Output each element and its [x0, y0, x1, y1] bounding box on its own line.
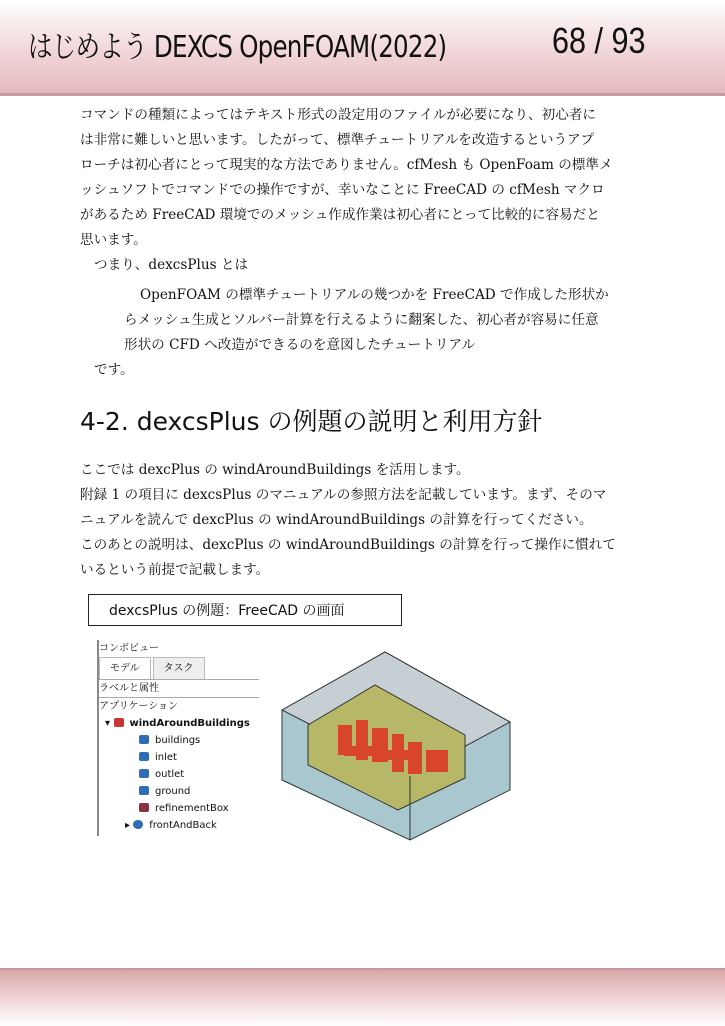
- tree-item[interactable]: [99, 749, 259, 766]
- tree-root[interactable]: [99, 715, 259, 732]
- panel-title: コンボビュー: [99, 643, 159, 654]
- page-footer: [0, 968, 725, 1026]
- part-icon: [139, 752, 149, 761]
- document-title: はじめよう DEXCS OpenFOAM(2022): [28, 30, 447, 65]
- part-icon: [139, 735, 149, 744]
- text-line: 附録 1 の項目に dexcsPlus のマニュアルの参照方法を記載しています。まず、そのマ: [80, 487, 607, 503]
- combo-view-panel: [97, 640, 259, 836]
- text-line: は非常に難しいと思います。したがって、標準チュートリアルを改造するというアプ: [80, 132, 595, 148]
- text-line: ローチは初心者にとって現実的な方法でありません。cfMesh も OpenFoam の標準メ: [80, 157, 613, 173]
- text-line: ここでは dexcPlus の windAroundBuildings を活用します。: [80, 462, 470, 478]
- section-heading: 4-2. dexcsPlus の例題の説明と利用方針: [80, 407, 543, 436]
- text-line: いるという前提で記載します。: [80, 562, 270, 578]
- text-line: です。: [94, 362, 134, 378]
- quote-line: 形状の CFD へ改造ができるのを意図したチュートリアル: [124, 337, 476, 353]
- text-line: このあとの説明は、dexcPlus の windAroundBuildings の計算を行って操作に慣れて: [80, 537, 616, 553]
- tree-item-label: frontAndBack: [149, 820, 217, 831]
- expand-arrow-icon[interactable]: ▾: [105, 718, 114, 729]
- text-line: ッシュソフトでコマンドでの操作ですが、幸いなことに FreeCAD の cfMesh マクロ: [80, 182, 605, 198]
- expand-arrow-icon[interactable]: ▸: [125, 820, 134, 831]
- refinement-icon: [139, 803, 149, 812]
- figure-caption: dexcsPlus の例題：FreeCAD の画面: [88, 594, 402, 626]
- page-header: [0, 0, 725, 96]
- tab-model[interactable]: モデル: [99, 657, 151, 679]
- part-icon: [139, 786, 149, 795]
- document-icon: [114, 718, 124, 727]
- tree-item-label: inlet: [155, 752, 177, 763]
- page-number: 68 / 93: [552, 20, 646, 61]
- tree-item[interactable]: [99, 800, 259, 817]
- part-icon: [139, 769, 149, 778]
- tree-item-label: refinementBox: [155, 803, 229, 814]
- body-text-2: [80, 458, 645, 583]
- 3d-view: [280, 650, 520, 845]
- tree-root-label: windAroundBuildings: [129, 718, 250, 729]
- text-line: 思います。: [80, 232, 147, 248]
- labels-header: ラベルと属性: [99, 680, 259, 698]
- tab-task[interactable]: タスク: [153, 657, 205, 679]
- quote-line: OpenFOAM の標準チュートリアルの幾つかを FreeCAD で作成した形状か: [140, 287, 609, 303]
- tree-item-label: buildings: [155, 735, 201, 746]
- text-line: つまり、dexcsPlus とは: [94, 257, 249, 273]
- tree-item[interactable]: [99, 766, 259, 783]
- quote-line: らメッシュ生成とソルバー計算を行えるように翻案した、初心者が容易に任意: [124, 312, 599, 328]
- body-text: [80, 103, 645, 383]
- text-line: があるため FreeCAD 環境でのメッシュ作成作業は初心者にとって比較的に容易だと: [80, 207, 600, 223]
- tree-item[interactable]: [99, 783, 259, 800]
- application-label: アプリケーション: [99, 701, 178, 712]
- tree-item[interactable]: [99, 817, 259, 834]
- cylinder-icon: [133, 820, 143, 829]
- tree-item[interactable]: [99, 732, 259, 749]
- tree-item-label: ground: [155, 786, 191, 797]
- tree-item-label: outlet: [155, 769, 185, 780]
- text-line: コマンドの種類によってはテキスト形式の設定用のファイルが必要になり、初心者に: [80, 107, 597, 123]
- text-line: ニュアルを読んで dexcPlus の windAroundBuildings の計算を行ってください。: [80, 512, 593, 528]
